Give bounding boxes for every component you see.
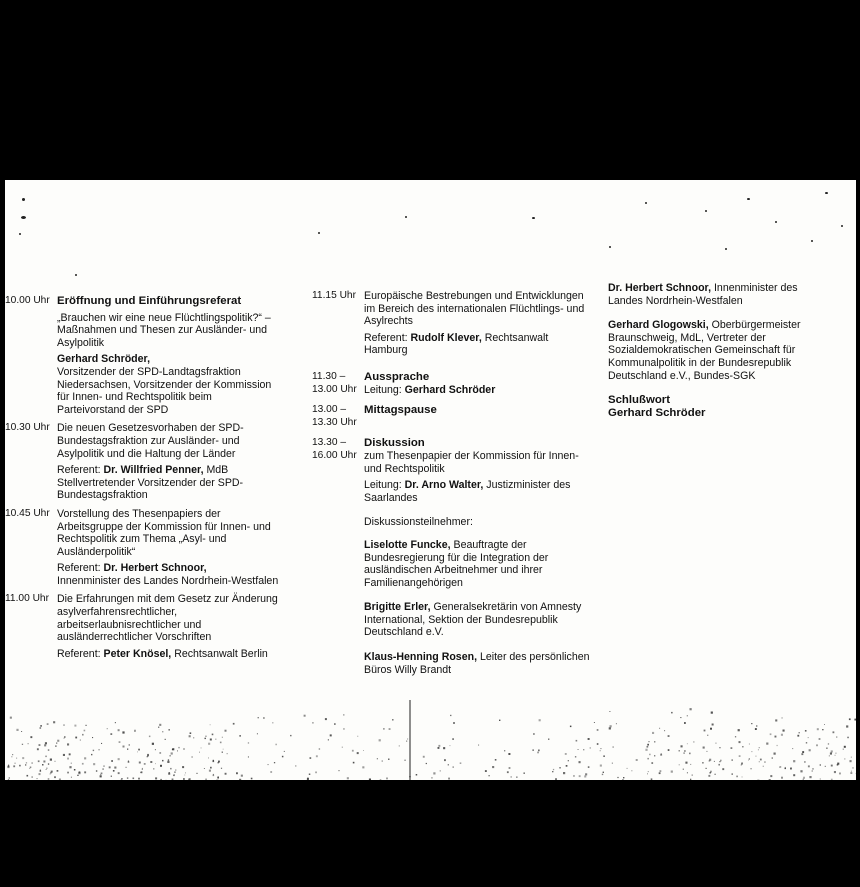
participant-role: Generalsekretärin von Amnesty International, Sektion der Bundesrepublik Deutschland e.V. (364, 601, 582, 639)
time-end: 16.00 Uhr (312, 449, 357, 461)
time-label: 10.00 Uhr (5, 295, 50, 306)
participant-role: Beauftragte der Bundesregierung für die Integration der ausländischen Arbeitnehmer und ihrer Familienangehörigen (364, 538, 549, 589)
lead-name: Gerhard Schröder (404, 383, 496, 396)
participant-name: Brigitte Erler, (364, 601, 431, 614)
item-text: Die Erfahrungen mit dem Gesetz zur Änderung asylverfahrensrechtlicher, arbeitserlaubnisrechtlicher und ausländerrechtlicher Vorschriften (57, 593, 278, 644)
participants-label: Diskussionsteilnehmer: (364, 516, 473, 529)
lead-role: Justizminister des Saarlandes (364, 479, 571, 504)
lead-label: Leitung: (364, 383, 402, 396)
item-quote: „Brauchen wir eine neue Flüchtlingspolitik?“ – Maßnahmen und Thesen zur Ausländer- und Asylpolitik (57, 311, 271, 349)
speaker-name: Gerhard Glogowski, (608, 319, 709, 332)
speaker-name: Rudolf Klever, (410, 331, 482, 344)
agenda-item-1300 (312, 404, 592, 429)
time-start: 13.00 – (312, 404, 346, 416)
closing-title: Schlußwort (608, 394, 671, 407)
time-label: 11.15 Uhr (312, 290, 356, 301)
item-text: Die neuen Gesetzesvorhaben der SPD-Bundestagsfraktion zur Ausländer- und Asylpolitik und die Haltung der Länder (57, 422, 244, 460)
agenda-item-1045 (5, 508, 280, 588)
speaker-block (608, 319, 830, 382)
speaker-role: Rechtsanwalt Berlin (174, 647, 268, 660)
time-start: 13.30 – (312, 437, 346, 449)
participant-role: Leiter des persönlichen Büros Willy Brandt (364, 651, 590, 676)
agenda-item-1130 (312, 371, 592, 396)
participant-name: Liselotte Funcke, (364, 538, 451, 551)
program-column-3 (608, 282, 830, 419)
speaker-role: Innenminister des Landes Nordrhein-Westfalen (608, 282, 798, 307)
speaker-role: Rechtsanwalt Hamburg (364, 331, 549, 357)
time-label: 10.45 Uhr (5, 507, 50, 519)
speaker-role: Innenminister des Landes Nordrhein-Westfalen (57, 574, 279, 587)
speaker-name: Dr. Herbert Schnoor, (608, 282, 712, 294)
agenda-item-1100 (5, 593, 280, 660)
referent-label: Referent: (57, 464, 101, 477)
time-label: 10.30 Uhr (5, 422, 50, 434)
agenda-item-1115 (312, 290, 592, 357)
speaker-name: Peter Knösel, (103, 647, 172, 660)
time-end: 13.00 Uhr (312, 383, 357, 395)
time-end: 13.30 Uhr (312, 416, 357, 428)
participant-name: Klaus-Henning Rosen, (364, 651, 478, 664)
item-text: zum Thesenpapier der Kommission für Innen- und Rechtspolitik (364, 449, 579, 475)
agenda-item-1000 (5, 295, 280, 416)
item-title: Eröffnung und Einführungsreferat (57, 295, 242, 307)
item-title: Diskussion (364, 437, 425, 450)
closing-block (608, 394, 830, 419)
scanned-page (5, 180, 856, 780)
item-text: Vorstellung des Thesenpapiers der Arbeitsgruppe der Kommission für Innen- und Rechtspolitik zum Thema „Asyl- und Ausländerpolitik“ (57, 507, 271, 558)
agenda-item-1030 (5, 422, 280, 502)
speaker-name: Dr. Herbert Schnoor, (103, 562, 207, 575)
item-title: Aussprache (364, 370, 430, 383)
time-label: 11.00 Uhr (5, 593, 49, 605)
program-column-1 (5, 295, 280, 666)
lead-label: Leitung: (364, 479, 402, 492)
speaker-role: Vorsitzender der SPD-Landtagsfraktion Niedersachsen, Vorsitzender der Kommission für Innen- und Rechtspolitik beim Parteivorstand der SPD (57, 365, 272, 416)
speaker-suffix: MdB (206, 464, 229, 477)
speaker-role: Oberbürgermeister Braunschweig, MdL, Vertreter der Sozialdemokratischen Gemeinschaft für Kommunalpolitik in der Bundesrepublik Deutschland e.V., Bundes-SGK (608, 319, 801, 382)
agenda-item-1330 (312, 437, 592, 676)
referent-label: Referent: (57, 562, 101, 575)
time-start: 11.30 – (312, 370, 346, 382)
closing-speaker: Gerhard Schröder (608, 406, 706, 419)
scan-noise-bottom (5, 708, 856, 780)
speaker-name: Dr. Willfried Penner, (103, 464, 204, 477)
lead-name: Dr. Arno Walter, (404, 479, 484, 492)
speaker-block (608, 282, 830, 307)
speaker-role: Stellvertretender Vorsitzender der SPD-Bundestagsfraktion (57, 476, 244, 502)
referent-label: Referent: (57, 647, 101, 660)
item-text: Europäische Bestrebungen und Entwicklungen im Bereich des internationalen Flüchtlings- und Asylrechts (364, 290, 585, 328)
referent-label: Referent: (364, 331, 408, 344)
program-column-2 (312, 290, 592, 682)
item-title: Mittagspause (364, 404, 437, 417)
speaker-name: Gerhard Schröder, (57, 353, 151, 366)
